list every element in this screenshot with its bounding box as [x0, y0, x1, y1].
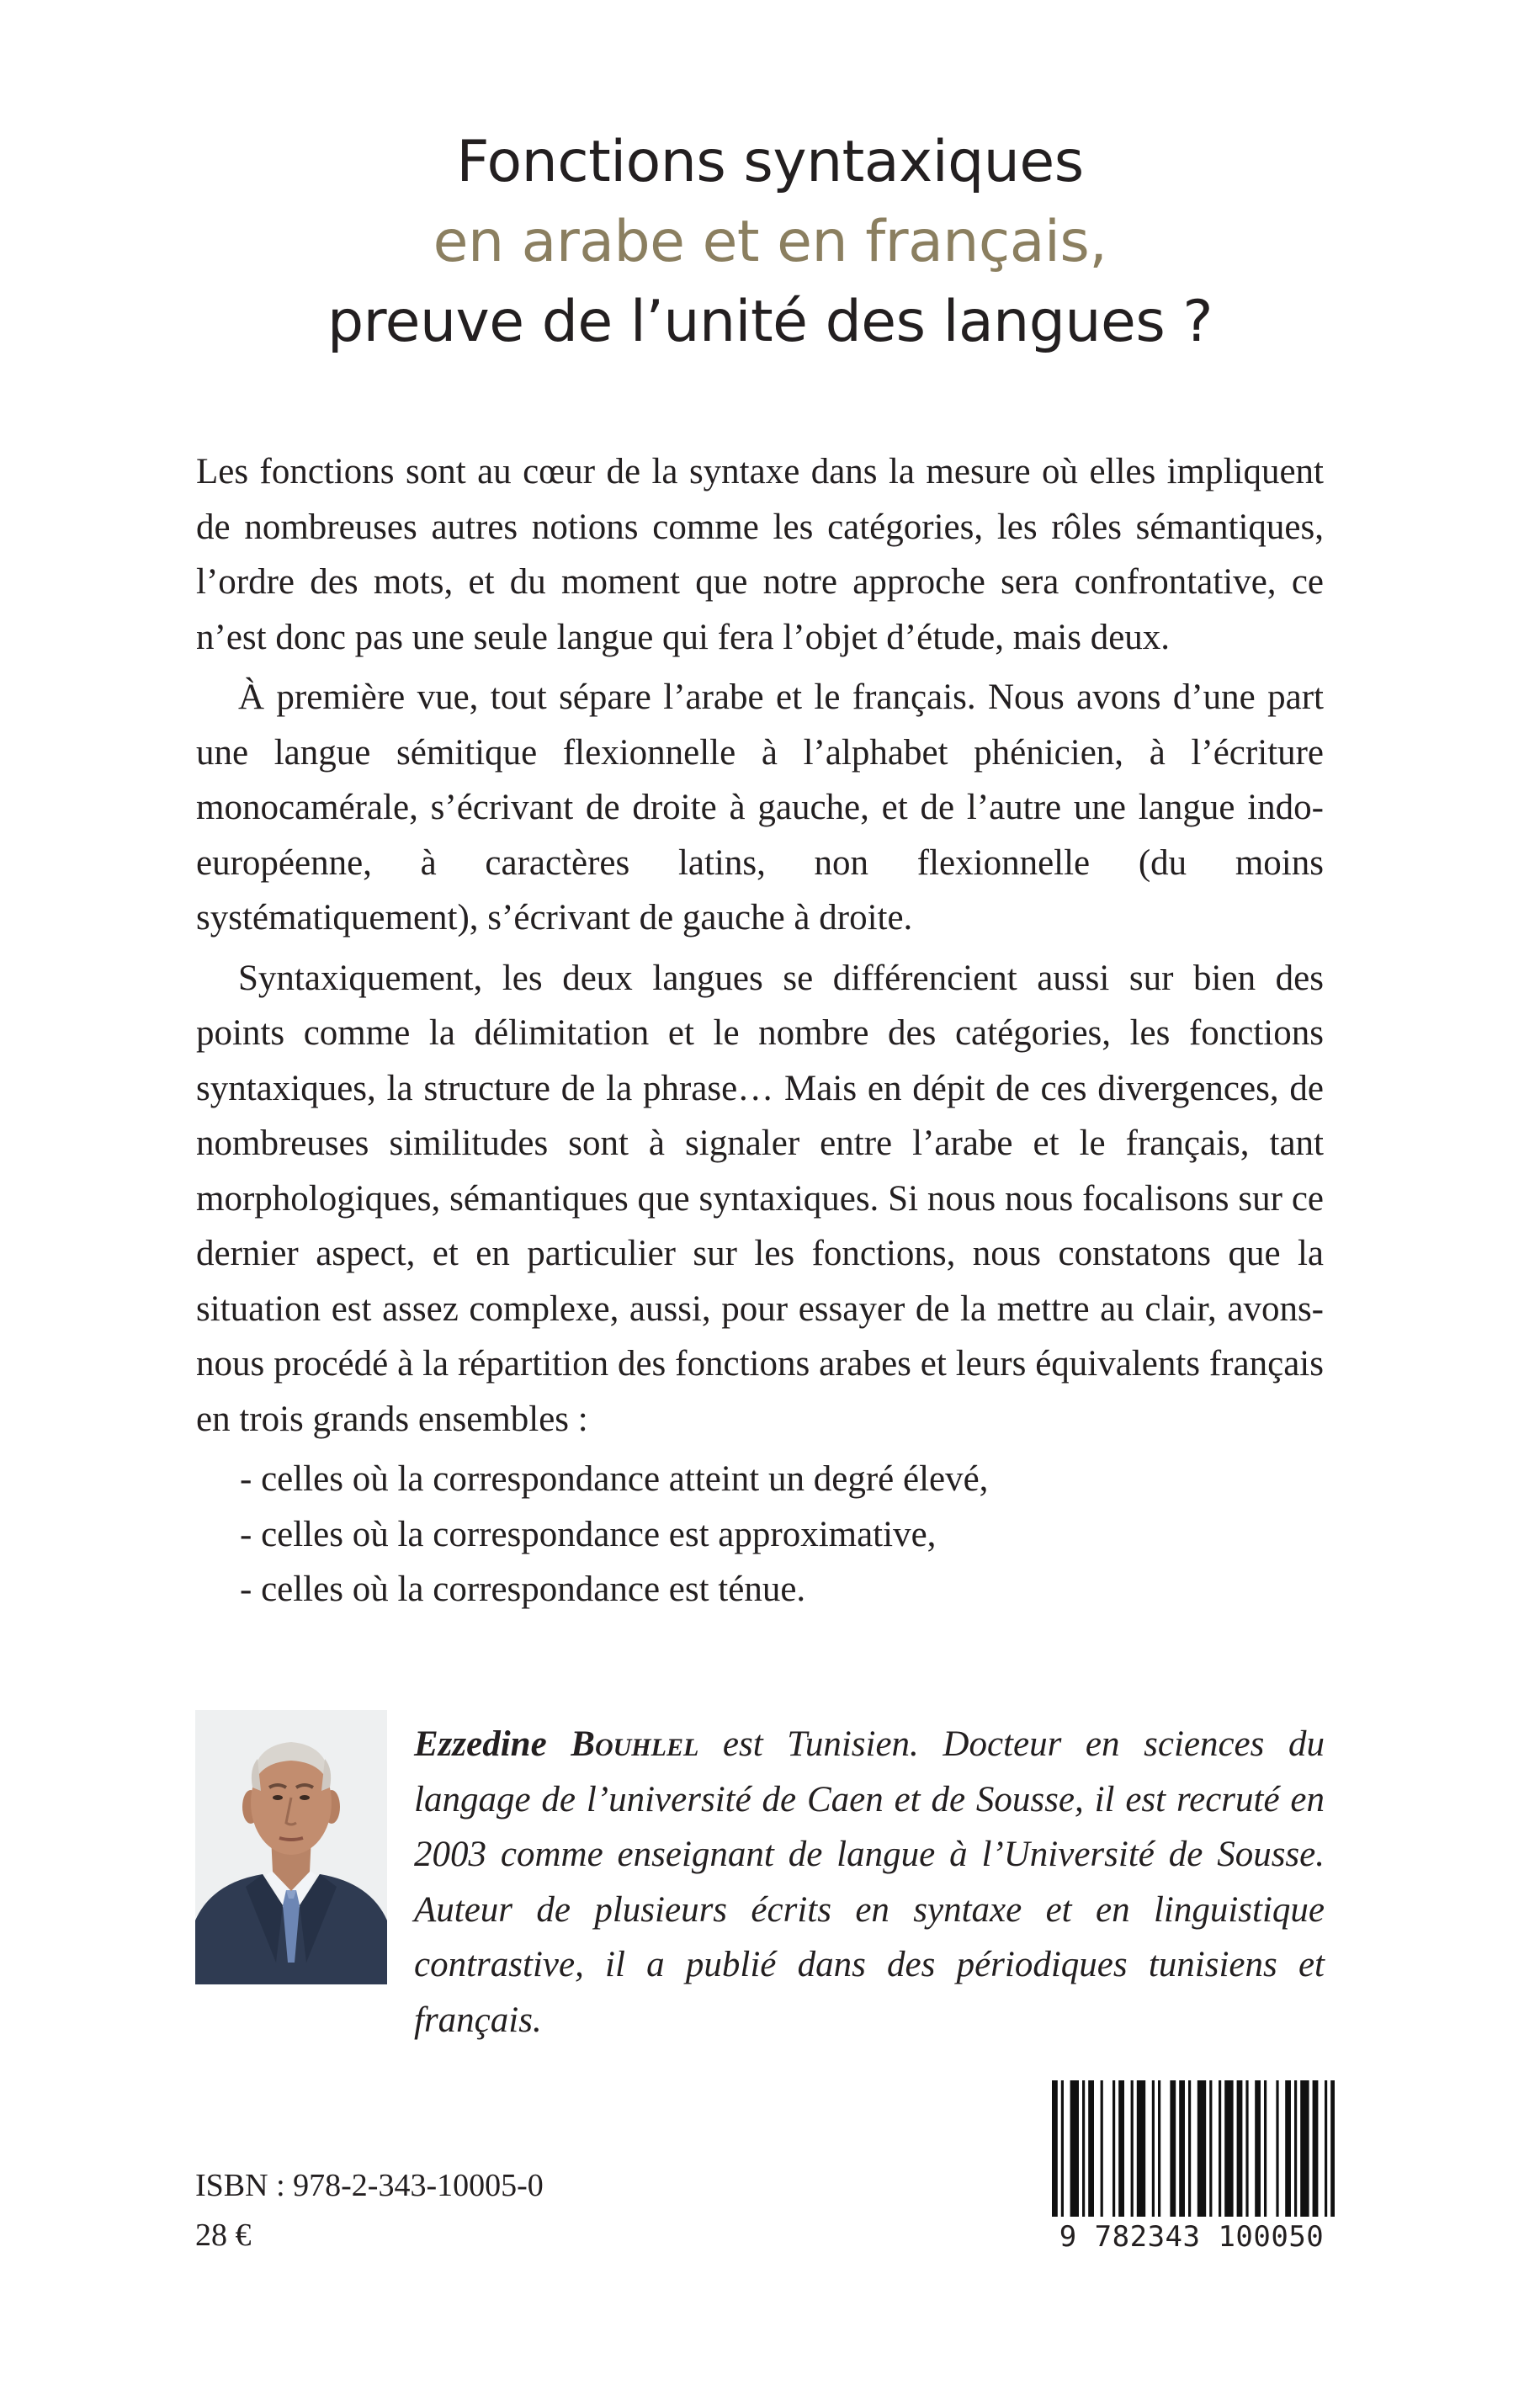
barcode-bar: [1285, 2080, 1291, 2217]
list-item: - celles où la correspondance atteint un degré élevé,: [240, 1459, 989, 1499]
title-line-1: Fonctions syntaxiques: [456, 129, 1084, 195]
barcode-bar: [1300, 2080, 1309, 2217]
barcode-bar: [1197, 2080, 1206, 2217]
barcode-bar: [1170, 2080, 1176, 2217]
function-groups-list: [196, 1452, 1324, 1617]
barcode-digits: 9 782343 100050: [1059, 2220, 1325, 2254]
barcode-bar: [1219, 2080, 1221, 2217]
author-first-name: Ezzedine: [414, 1724, 547, 1764]
barcode-bar: [1088, 2080, 1094, 2217]
barcode-bar: [1052, 2080, 1058, 2217]
barcode-bar: [1188, 2080, 1191, 2217]
summary-paragraph-2: À première vue, tout sépare l’arabe et le français. Nous avons d’une part une langue sémitique flexionnelle à l’alphabet phénicien, à l’écriture monocamérale, s’écrivant de droite à gauche, et de l’autre une langue indo-européenne, à caractères latins, non flexionnelle (du moins systématiquement), s’écrivant de gauche à droite.: [196, 677, 1324, 938]
barcode-bar: [1209, 2080, 1212, 2217]
barcode-bar: [1137, 2080, 1145, 2217]
barcode-bar: [1118, 2080, 1124, 2217]
list-item: - celles où la correspondance est ténue.: [240, 1570, 806, 1609]
barcode-bar: [1276, 2080, 1278, 2217]
barcode-bar: [1224, 2080, 1233, 2217]
barcode-bar: [1101, 2080, 1103, 2217]
barcode-bar: [1158, 2080, 1160, 2217]
list-item: - celles où la correspondance est approximative,: [240, 1514, 937, 1554]
barcode-icon: [1049, 2080, 1335, 2220]
author-bio: [414, 1717, 1325, 2048]
barcode-bar: [1264, 2080, 1267, 2217]
barcode-bar: [1245, 2080, 1248, 2217]
summary-paragraph-1: Les fonctions sont au cœur de la syntaxe dans la mesure où elles impliquent de nombreuses autres notions comme les catégories, les rôles sémantiques, l’ordre des mots, et du moment que notre approche sera confrontative, ce n’est donc pas une seule langue qui fera l’objet d’étude, mais deux.: [196, 452, 1324, 657]
author-portrait-image: [195, 1710, 387, 1984]
author-bio-text: est Tunisien. Docteur en sciences du langage de l’université de Caen et de Sousse, il est recruté en 2003 comme enseignant de langue à l’Université de Sousse. Auteur de plusieurs écrits en syntaxe et en linguistique contrastive, il a publié dans des périodiques tunisiens et français.: [414, 1724, 1325, 2040]
barcode-bar: [1152, 2080, 1155, 2217]
book-title: [0, 122, 1540, 362]
barcode-bar: [1330, 2080, 1335, 2217]
back-cover-summary: [196, 444, 1324, 1617]
barcode-bar: [1061, 2080, 1064, 2217]
barcode-bar: [1237, 2080, 1243, 2217]
barcode-bar: [1294, 2080, 1297, 2217]
isbn-number: ISBN : 978-2-343-10005-0: [195, 2168, 544, 2203]
barcode-bar: [1082, 2080, 1085, 2217]
barcode-bar: [1325, 2080, 1327, 2217]
barcode-bar: [1255, 2080, 1261, 2217]
barcode-bar: [1313, 2080, 1319, 2217]
barcode-bar: [1131, 2080, 1134, 2217]
title-line-2: en arabe et en français,: [433, 209, 1107, 275]
summary-paragraph-3: Syntaxiquement, les deux langues se différencient aussi sur bien des points comme la délimitation et le nombre des catégories, les fonctions syntaxiques, la structure de la phrase… Mais en dépit de ces divergences, de nombreuses similitudes sont à signaler entre l’arabe et le français, tant morphologiques, sémantiques que syntaxiques. Si nous nous focalisons sur ce dernier aspect, et en particulier sur les fonctions, nous constatons que la situation est assez complexe, aussi, pour essayer de la mettre au clair, avons-nous procédé à la répartition des fonctions arabes et leurs équivalents français en trois grands ensembles :: [196, 958, 1324, 1439]
barcode-bar: [1113, 2080, 1115, 2217]
author-last-name: Bouhlel: [571, 1724, 699, 1764]
price-label: 28 €: [195, 2218, 252, 2253]
barcode-bar: [1179, 2080, 1185, 2217]
title-line-3: preuve de l’unité des langues ?: [327, 289, 1213, 355]
barcode-bar: [1070, 2080, 1079, 2217]
author-photo: [195, 1710, 387, 1984]
isbn-barcode: [1049, 2080, 1335, 2259]
